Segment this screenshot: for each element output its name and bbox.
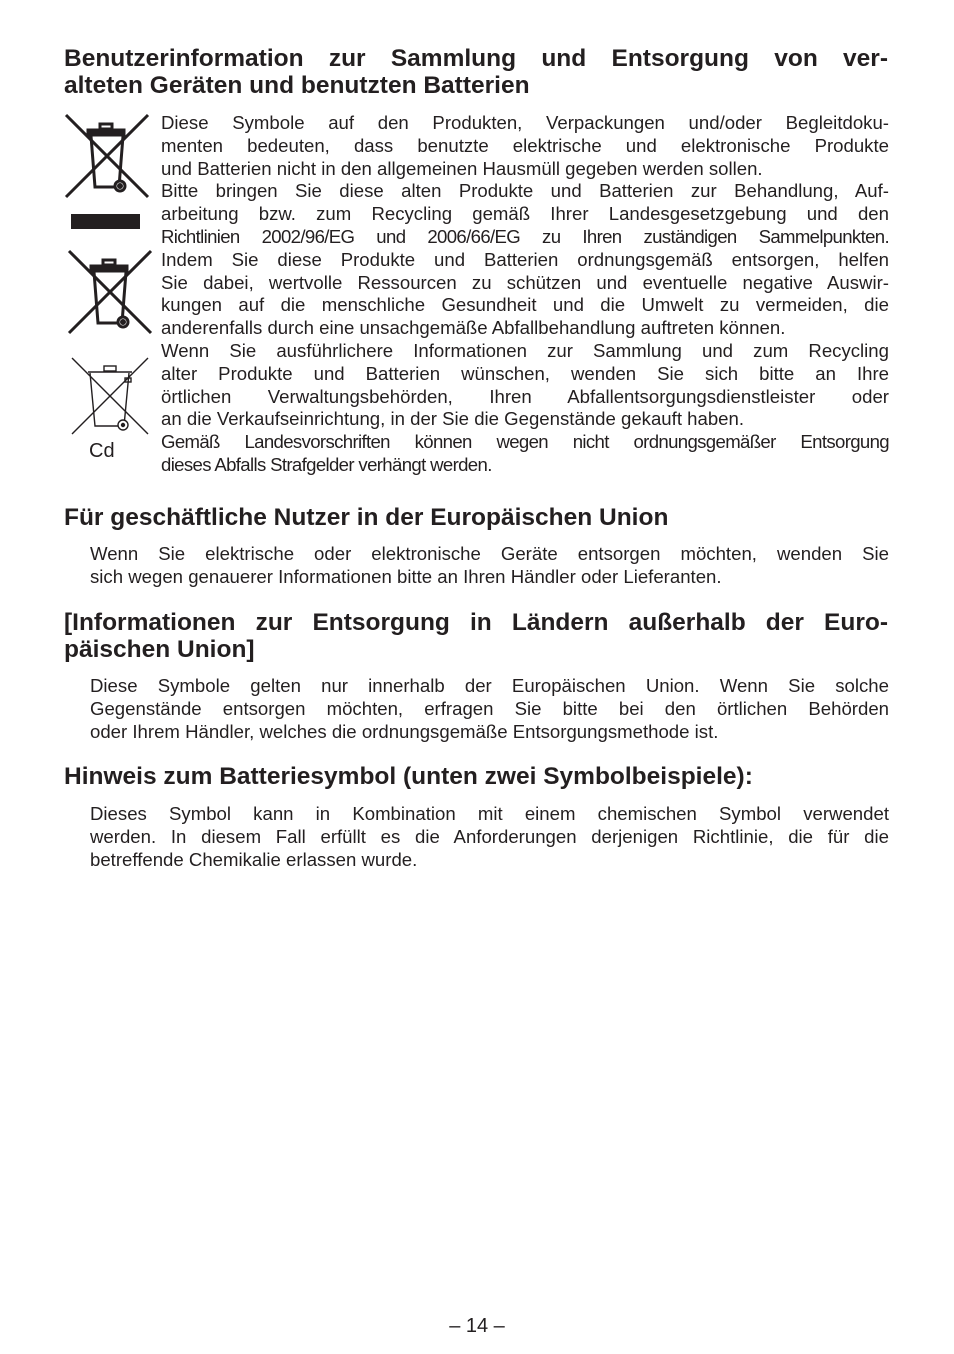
text-line: Dieses Symbol kann in Kombination mit einem chemischen Symbol verwendet <box>90 803 889 824</box>
text-line: arbeitung bzw. zum Recycling gemäß Ihrer Landesgesetzgebung und den <box>161 203 889 225</box>
section-body-battery-symbol <box>90 803 889 871</box>
title-line-1: Benutzerinformation zur Sammlung und Entsorgung von ver- <box>64 45 888 72</box>
paragraph-3 <box>161 249 889 340</box>
section-heading-outside-eu <box>64 609 888 663</box>
paragraph-2 <box>161 180 889 248</box>
section-body-business-users <box>90 543 889 589</box>
text-line: Sie dabei, wertvolle Ressourcen zu schützen und eventuelle negative Auswir- <box>161 271 889 293</box>
text-line: Wenn Sie elektrische oder elektronische Geräte entsorgen möchten, wenden Sie <box>90 543 889 564</box>
crossed-bin-icon <box>67 248 153 336</box>
text-line: und Batterien nicht in den allgemeinen Hausmüll gegeben werden sollen. <box>161 157 763 179</box>
text-line: betreffende Chemikalie erlassen wurde. <box>90 848 418 870</box>
cd-label: Cd <box>89 440 115 462</box>
text-line: Richtlinien 2002/96/EG und 2006/66/EG zu Ihren zuständigen Sammelpunkten. <box>161 225 889 247</box>
text-line: dieses Abfalls Strafgelder verhängt werden. <box>161 453 492 475</box>
text-line: Diese Symbole gelten nur innerhalb der Europäischen Union. Wenn Sie solche <box>90 675 889 696</box>
text-line: kungen auf die menschliche Gesundheit und die Umwelt zu vermeiden, die <box>161 294 889 316</box>
text-line: alter Produkte und Batterien wünschen, wenden Sie sich bitte an Ihre <box>161 362 889 384</box>
text-line: oder Ihrem Händler, welches die ordnungsgemäße Entsorgungsmethode ist. <box>90 720 719 742</box>
paragraph-4 <box>161 340 889 431</box>
paragraph-5 <box>161 431 889 477</box>
paragraph-1 <box>161 112 889 180</box>
text-line: Diese Symbole auf den Produkten, Verpackungen und/oder Begleitdoku- <box>161 112 889 133</box>
crossed-bin-thin-icon <box>70 356 150 436</box>
text-line: Wenn Sie ausführlichere Informationen zur Sammlung und zum Recycling <box>161 339 889 361</box>
heading-line: Hinweis zum Batteriesymbol (unten zwei Symbolbeispiele): <box>64 763 753 790</box>
crossed-bin-icon <box>64 112 150 200</box>
text-line: werden. In diesem Fall erfüllt es die Anforderungen derjenigen Richtlinie, die für die <box>90 825 889 847</box>
heading-line: päischen Union] <box>64 636 255 663</box>
text-line: örtlichen Verwaltungsbehörden, Ihren Abfallentsorgungsdienstleister oder <box>161 385 889 407</box>
section-heading-business-users <box>64 504 888 531</box>
black-bar <box>71 214 140 229</box>
title-line-2: alteten Geräten und benutzten Batterien <box>64 72 530 99</box>
text-line: Gegenstände entsorgen möchten, erfragen Sie bitte bei den örtlichen Behörden <box>90 697 889 719</box>
section-body-outside-eu <box>90 675 889 743</box>
heading-line: Für geschäftliche Nutzer in der Europäischen Union <box>64 504 669 531</box>
text-line: sich wegen genauerer Informationen bitte an Ihren Händler oder Lieferanten. <box>90 565 722 587</box>
page-number: – 14 – <box>449 1315 505 1337</box>
text-line: an die Verkaufseinrichtung, in der Sie die Gegenstände gekauft haben. <box>161 408 745 430</box>
text-line: menten bedeuten, dass benutzte elektrische und elektronische Produkte <box>161 134 889 156</box>
heading-line: [Informationen zur Entsorgung in Ländern außerhalb der Euro- <box>64 609 888 636</box>
page-title <box>64 45 888 99</box>
text-line: Bitte bringen Sie diese alten Produkte und Batterien zur Behandlung, Auf- <box>161 180 889 202</box>
text-line: Indem Sie diese Produkte und Batterien ordnungsgemäß entsorgen, helfen <box>161 248 889 270</box>
symbol-text-block <box>161 112 889 477</box>
section-heading-battery-symbol <box>64 763 888 790</box>
text-line: anderenfalls durch eine unsachgemäße Abfallbehandlung auftreten können. <box>161 317 786 339</box>
text-line: Gemäß Landesvorschriften können wegen nicht ordnungsgemäßer Entsorgung <box>161 431 889 453</box>
